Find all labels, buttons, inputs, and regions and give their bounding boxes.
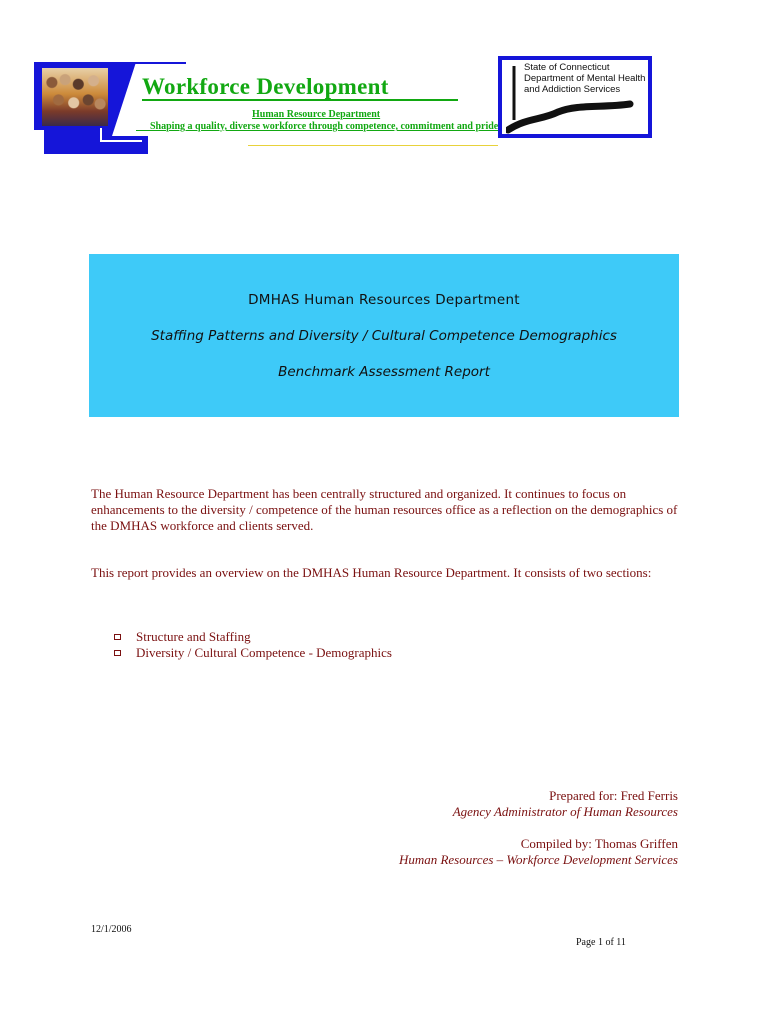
header-divider [248, 145, 498, 146]
overview-paragraph: This report provides an overview on the DMHAS Human Resource Department. It consists of two sections: [91, 565, 652, 580]
square-bullet-icon [114, 634, 121, 640]
list-item [114, 629, 392, 645]
page-number: Page 1 of 11 [576, 937, 626, 948]
tagline-rule [136, 130, 150, 131]
list-item [114, 645, 392, 661]
title-underline [142, 99, 458, 101]
report-department: DMHAS Human Resources Department [248, 292, 520, 308]
section-list [114, 629, 392, 661]
intro-paragraph: The Human Resource Department has been centrally structured and organized. It continues to focus on enhancements to the diversity / competence of the human resources office as a reflection on the demographics of the DMHAS workforce and clients served. [91, 486, 678, 533]
report-type: Benchmark Assessment Report [278, 364, 490, 380]
prepared-for-title: Agency Administrator of Human Resources [452, 804, 678, 819]
department-subtitle: Human Resource Department [252, 109, 381, 120]
workforce-development-title: Workforce Development [142, 74, 389, 99]
section-label: Diversity / Cultural Competence - Demographics [136, 645, 392, 660]
compiled-by: Compiled by: Thomas Griffen [520, 836, 678, 851]
report-title-panel [89, 254, 679, 417]
prepared-for: Prepared for: Fred Ferris [549, 788, 678, 803]
report-subject: Staffing Patterns and Diversity / Cultural Competence Demographics [151, 328, 617, 344]
square-bullet-icon [114, 650, 121, 656]
tagline: Shaping a quality, diverse workforce through competence, commitment and pride [150, 121, 499, 132]
compiled-by-title: Human Resources – Workforce Development Services [398, 852, 678, 867]
dmhas-logo-text: State of Connecticut Department of Mental Health and Addiction Services [524, 62, 646, 95]
staff-group-photo [42, 68, 108, 126]
footer-date: 12/1/2006 [91, 924, 132, 935]
section-label: Structure and Staffing [136, 629, 251, 644]
